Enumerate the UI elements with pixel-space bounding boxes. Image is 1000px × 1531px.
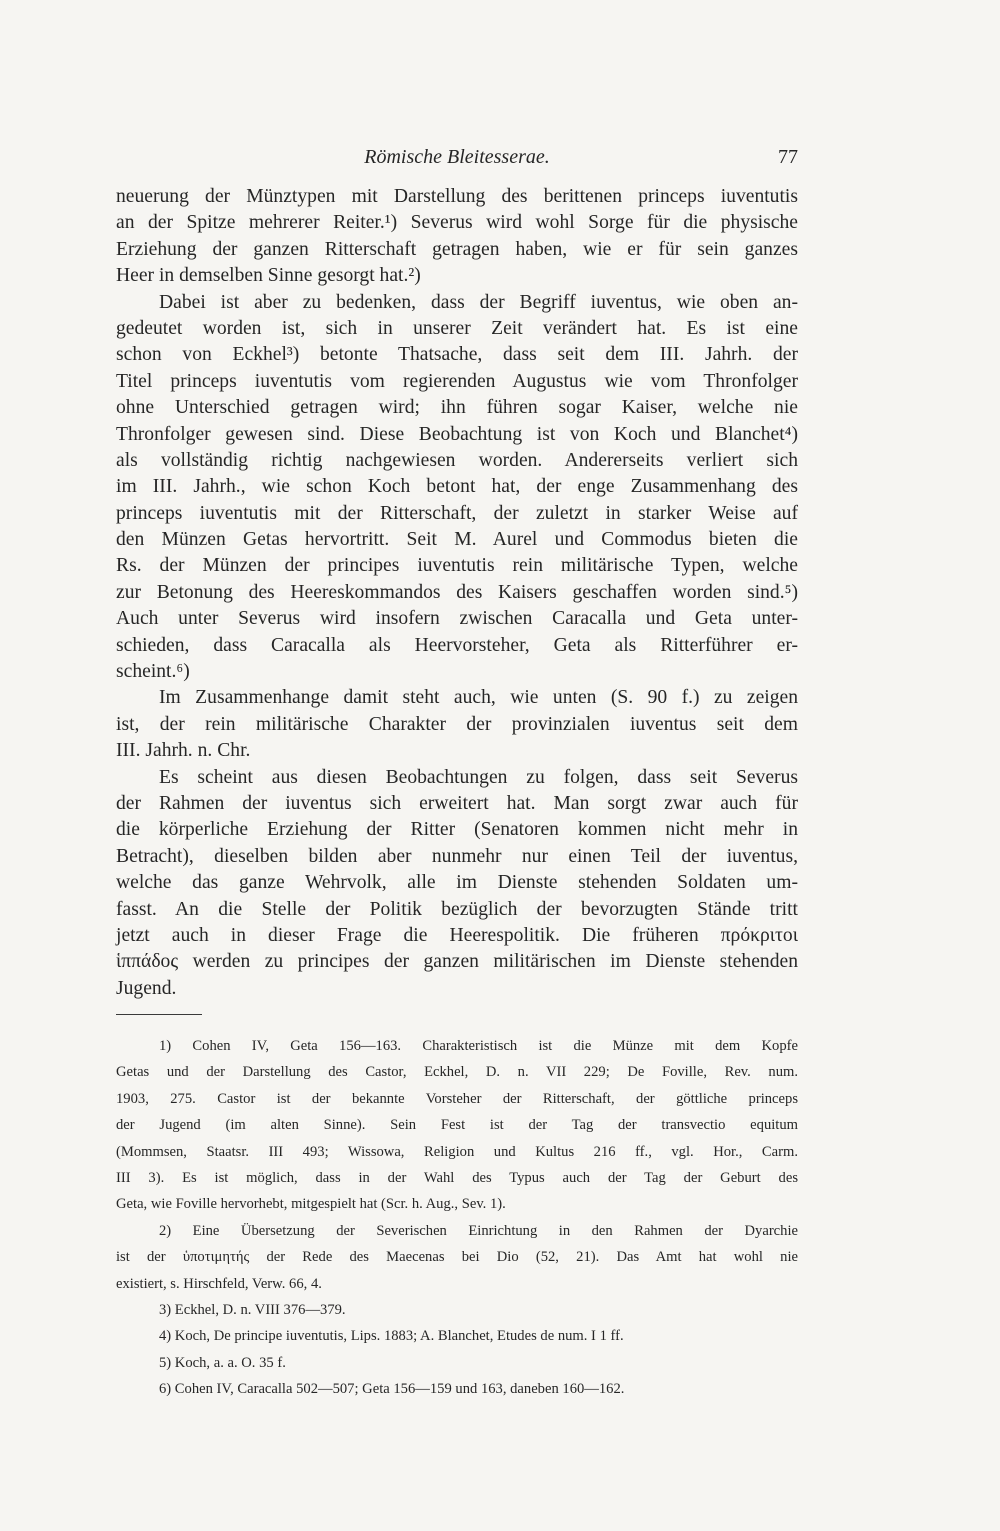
text-line: schieden, dass Caracalla als Heervorsteher, Geta als Ritterführer er- (116, 634, 798, 656)
footnote-line: 1) Cohen IV, Geta 156—163. Charakteristisch ist die Münze mit dem Kopfe (159, 1038, 798, 1054)
running-title: Römische Bleitesserae. (364, 146, 550, 168)
text-line: Heer in demselben Sinne gesorgt hat.²) (116, 265, 421, 287)
text-line: jetzt auch in dieser Frage die Heerespolitik. Die früheren πρόκριτοι (116, 924, 798, 946)
page-number: 77 (778, 146, 798, 168)
text-line: Auch unter Severus wird insofern zwischen Caracalla und Geta unter- (116, 608, 798, 630)
footnote-line: (Mommsen, Staatsr. III 493; Wissowa, Religion und Kultus 216 ff., vgl. Hor., Carm. (116, 1143, 798, 1160)
footnote-line: 1903, 275. Castor ist der bekannte Vorsteher der Ritterschaft, der göttliche princeps (116, 1090, 798, 1107)
text-line: zur Betonung des Heereskommandos des Kaisers geschaffen worden sind.⁵) (116, 581, 798, 603)
text-line: Rs. der Münzen der principes iuventutis rein militärische Typen, welche (116, 555, 798, 577)
text-line: scheint.⁶) (116, 661, 190, 683)
footnote-divider (116, 1014, 202, 1015)
footnote-line: 3) Eckhel, D. n. VIII 376—379. (159, 1301, 346, 1318)
text-line: gedeutet worden ist, sich in unserer Zeit verändert hat. Es ist eine (116, 317, 798, 339)
page-header (116, 146, 798, 176)
footnote-line: 5) Koch, a. a. O. 35 f. (159, 1354, 286, 1371)
footnotes (116, 1036, 798, 1405)
text-line: Jugend. (116, 977, 177, 999)
text-line: ist, der rein militärische Charakter der provinzialen iuventus seit dem (116, 713, 798, 735)
text-line: Erziehung der ganzen Ritterschaft getragen haben, wie er für sein ganzes (116, 238, 798, 260)
text-line: Titel princeps iuventutis vom regierenden Augustus wie vom Thronfolger (116, 370, 798, 392)
text-line: an der Spitze mehrerer Reiter.¹) Severus wird wohl Sorge für die physische (116, 212, 798, 234)
text-line: ohne Unterschied getragen wird; ihn führen sogar Kaiser, welche nie (116, 397, 798, 419)
footnote-line: III 3). Es ist möglich, dass in der Wahl des Typus auch der Tag der Geburt des (116, 1169, 798, 1186)
text-line: schon von Eckhel³) betonte Thatsache, dass seit dem III. Jahrh. der (116, 344, 798, 366)
text-line: als vollständig richtig nachgewiesen worden. Andererseits verliert sich (116, 449, 798, 471)
text-line: princeps iuventutis mit der Ritterschaft, der zuletzt in starker Weise auf (116, 502, 798, 524)
text-line: III. Jahrh. n. Chr. (116, 740, 251, 762)
text-line: welche das ganze Wehrvolk, alle im Dienste stehenden Soldaten um- (116, 872, 798, 894)
text-line: die körperliche Erziehung der Ritter (Senatoren kommen nicht mehr in (116, 819, 798, 841)
text-line: neuerung der Münztypen mit Darstellung des berittenen princeps iuventutis (116, 186, 798, 207)
text-line: Dabei ist aber zu bedenken, dass der Begriff iuventus, wie oben an- (159, 291, 798, 313)
footnote-line: 6) Cohen IV, Caracalla 502—507; Geta 156—159 und 163, daneben 160—162. (159, 1381, 625, 1398)
text-line: Betracht), dieselben bilden aber nunmehr nur einen Teil der iuventus, (116, 845, 798, 867)
main-text (116, 184, 798, 1002)
text-line: fasst. An die Stelle der Politik bezüglich der bevorzugten Stände tritt (116, 898, 798, 920)
footnote-line: 2) Eine Übersetzung der Severischen Einrichtung in den Rahmen der Dyarchie (159, 1222, 798, 1239)
text-line: Im Zusammenhange damit steht auch, wie unten (S. 90 f.) zu zeigen (159, 687, 798, 709)
text-line: Es scheint aus diesen Beobachtungen zu folgen, dass seit Severus (159, 766, 798, 788)
footnote-line: Geta, wie Foville hervorhebt, mitgespielt hat (Scr. h. Aug., Sev. 1). (116, 1196, 506, 1213)
footnote-line: Getas und der Darstellung des Castor, Eckhel, D. n. VII 229; De Foville, Rev. num. (116, 1064, 798, 1081)
text-line: im III. Jahrh., wie schon Koch betont hat, der enge Zusammenhang des (116, 476, 798, 498)
text-line: den Münzen Getas hervortritt. Seit M. Aurel und Commodus bieten die (116, 529, 798, 551)
footnote-line: 4) Koch, De principe iuventutis, Lips. 1883; A. Blanchet, Etudes de num. I 1 ff. (159, 1328, 624, 1345)
text-line: ἱππάδος werden zu principes der ganzen militärischen im Dienste stehenden (116, 951, 798, 973)
footnote-line: existiert, s. Hirschfeld, Verw. 66, 4. (116, 1275, 322, 1292)
footnote-line: der Jugend (im alten Sinne). Sein Fest ist der Tag der transvectio equitum (116, 1117, 798, 1134)
footnote-line: ist der ὑποτιμητής der Rede des Maecenas bei Dio (52, 21). Das Amt hat wohl nie (116, 1249, 798, 1266)
text-line: der Rahmen der iuventus sich erweitert hat. Man sorgt zwar auch für (116, 792, 798, 814)
text-line: Thronfolger gewesen sind. Diese Beobachtung ist von Koch und Blanchet⁴) (116, 423, 798, 445)
